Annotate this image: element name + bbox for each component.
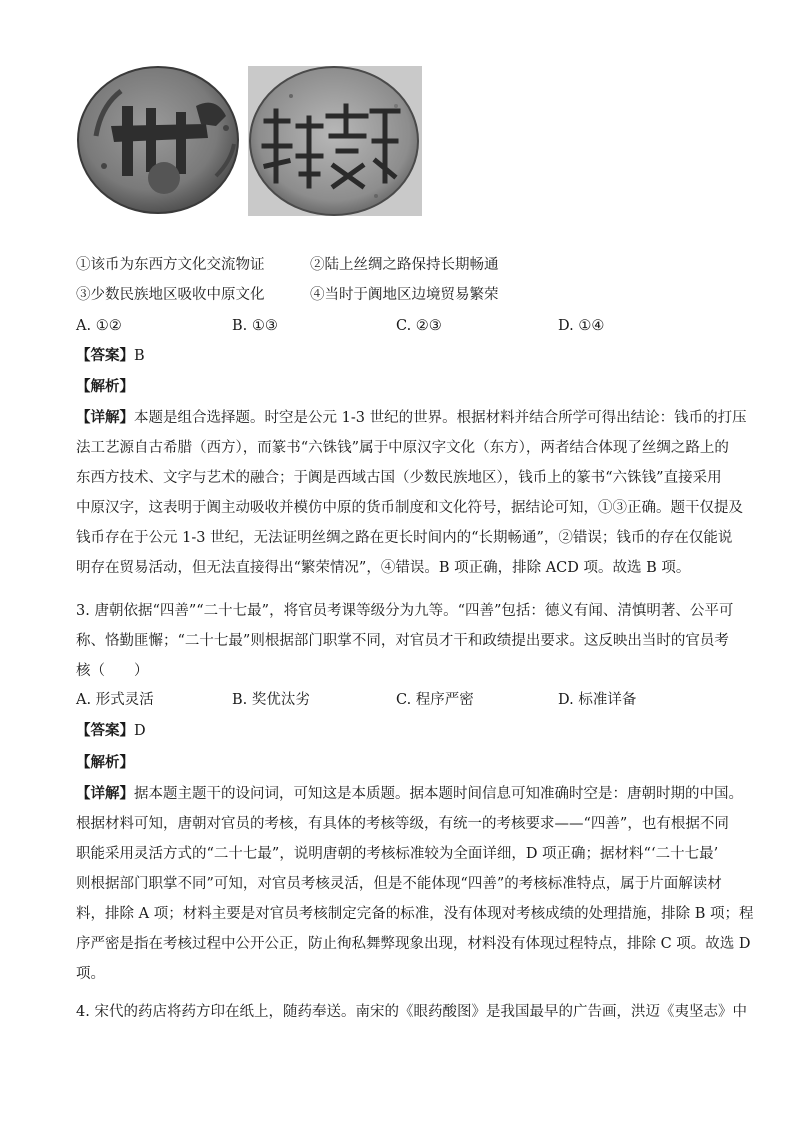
q2-detail-line: 中原汉字，这表明于阗主动吸收并模仿中原的货币制度和文化符号，据结论可知，①③正确。题干仅提及 <box>76 500 743 516</box>
q3-option-d: D. 标准详备 <box>558 692 637 708</box>
q2-detail-line: 钱币存在于公元 1-3 世纪，无法证明丝绸之路在更长时间内的“长期畅通”，②错误；钱币的存在仅能说 <box>76 530 733 546</box>
q3-detail-line: 项。 <box>76 966 105 982</box>
q2-option-d: D. ①④ <box>558 318 605 334</box>
q4-stem <box>76 997 747 1027</box>
q3-stem <box>76 596 734 686</box>
q3-option-b: B. 奖优汰劣 <box>232 692 310 708</box>
q3-detail-line: 职能采用灵活方式的“二十七最”，说明唐朝的考核标准较为全面详细，D 项正确；据材料“‘二十七最’ <box>76 846 719 862</box>
statement-4: ④当时于阗地区边境贸易繁荣 <box>310 287 499 303</box>
q2-option-b: B. ①③ <box>232 318 278 334</box>
q2-detail <box>76 403 747 583</box>
q2-detail-line: 本题是组合选择题。时空是公元 1-3 世纪的世界。根据材料并结合所学可得出结论：钱币的打压 <box>134 410 747 426</box>
q2-analysis-tag: 【解析】 <box>76 378 134 395</box>
q3-stem-line: 3. 唐朝依据“四善”“二十七最”，将官员考课等级分为九等。“四善”包括：德义有闻、清慎明著、公平可 <box>76 603 734 619</box>
statement-3: ③少数民族地区吸收中原文化 <box>76 287 265 303</box>
q3-detail-line: 料，排除 A 项；材料主要是对官员考核制定完备的标准，没有体现对考核成绩的处理措施，排除 B 项；程 <box>76 906 754 922</box>
q2-answer <box>76 346 145 366</box>
q3-detail <box>76 779 754 989</box>
q4-stem-line: 4. 宋代的药店将药方印在纸上，随药奉送。南宋的《眼药酸图》是我国最早的广告画，洪迈《夷坚志》中 <box>76 1004 747 1020</box>
answer-value: D <box>134 723 146 739</box>
answer-tag: 【答案】 <box>76 347 134 364</box>
q2-detail-line: 明存在贸易活动，但无法直接得出“繁荣情况”，④错误。B 项正确，排除 ACD 项。故选 B 项。 <box>76 560 691 576</box>
q3-stem-line: 核（ ） <box>76 663 149 679</box>
q3-option-a: A. 形式灵活 <box>76 692 154 708</box>
statement-1: ①该币为东西方文化交流物证 <box>76 257 265 273</box>
q3-option-c: C. 程序严密 <box>396 692 474 708</box>
coin-figure <box>76 66 422 216</box>
q2-detail-line: 东西方技术、文字与艺术的融合；于阗是西域古国（少数民族地区），钱币上的篆书“六铢钱”直接采用 <box>76 470 722 486</box>
answer-tag: 【答案】 <box>76 722 134 739</box>
q3-detail-line: 根据材料可知，唐朝对官员的考核，有具体的考核等级，有统一的考核要求——“四善”，也有根据不同 <box>76 816 729 832</box>
q3-detail-line: 序严密是指在考核过程中公开公正，防止徇私舞弊现象出现，材料没有体现过程特点，排除 C 项。故选 D <box>76 936 751 952</box>
q2-option-a: A. ①② <box>76 318 122 334</box>
q3-detail-line: 据本题主题干的设问词，可知这是本质题。据本题时间信息可知准确时空是：唐朝时期的中国。 <box>134 786 743 802</box>
q2-option-c: C. ②③ <box>396 318 442 334</box>
detail-tag: 【详解】 <box>76 409 134 426</box>
inscribed-coin-image <box>248 66 422 216</box>
q3-stem-line: 称、恪勤匪懈；“二十七最”则根据部门职掌不同，对官员才干和政绩提出要求。这反映出当时的官员考 <box>76 633 729 649</box>
horse-coin-image <box>78 67 238 213</box>
statement-2: ②陆上丝绸之路保持长期畅通 <box>310 257 499 273</box>
detail-tag: 【详解】 <box>76 785 134 802</box>
q3-analysis-tag: 【解析】 <box>76 754 134 771</box>
q3-answer <box>76 721 146 741</box>
q3-detail-line: 则根据部门职掌不同”可知，对官员考核灵活，但是不能体现“四善”的考核标准特点，属于片面解读材 <box>76 876 722 892</box>
answer-value: B <box>134 348 145 364</box>
q2-detail-line: 法工艺源自古希腊（西方），而篆书“六铢钱”属于中原汉字文化（东方），两者结合体现了丝绸之路上的 <box>76 440 729 456</box>
